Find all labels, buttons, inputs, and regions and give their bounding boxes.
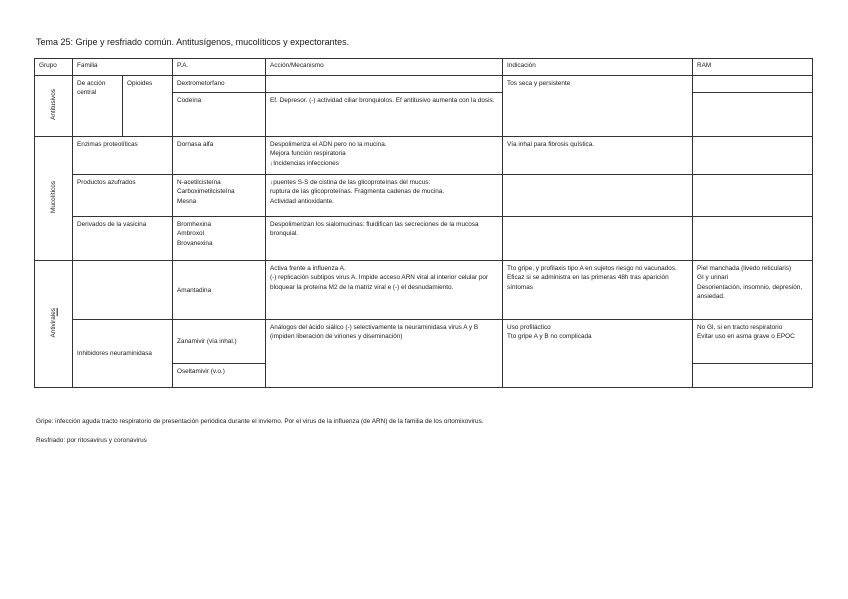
- pa-vasicina: Bromhexina Ambroxol Brovanexina: [173, 217, 266, 261]
- document-title: Tema 25: Gripe y resfriado común. Antitusígenos, mucolíticos y expectorantes.: [36, 37, 350, 47]
- header-familia: Familia: [73, 59, 173, 76]
- ram-vasicina: [693, 217, 813, 261]
- drug-table: [34, 58, 813, 388]
- familia-vasicina: Derivados de la vasicina: [73, 217, 173, 261]
- pa-amantadina: Amantadina: [173, 261, 266, 320]
- familia-opioides: Opioides: [123, 76, 173, 137]
- familia-amantadina: [73, 261, 173, 320]
- familia-enzimas: Enzimas proteolíticas: [73, 137, 173, 175]
- indicacion-azufrados: [503, 175, 693, 217]
- ram-amantadina: Piel manchada (livedo reticularis) GI y urinari Desorientación, insomnio, depresión, ansiedad.: [693, 261, 813, 320]
- ram-dornasa: [693, 137, 813, 175]
- accion-dornasa: Despolimeriza el ADN pero no la mucina. Mejora función respiratoria ↓Incidencias infecciones: [266, 137, 503, 175]
- indicacion-dornasa: Vía inhal para fibrosis quística.: [503, 137, 693, 175]
- table-row: [35, 76, 813, 93]
- header-indicacion: Indicación: [503, 59, 693, 76]
- group-mucoliticos: Mucolíticos: [35, 137, 73, 261]
- footnotes: [36, 417, 484, 456]
- indicacion-vasicina: [503, 217, 693, 261]
- pa-dornasa: Dornasa alfa: [173, 137, 266, 175]
- accion-dextrometorfano: [266, 76, 503, 93]
- ram-azufrados: [693, 175, 813, 217]
- table-row: [35, 320, 813, 364]
- accion-amantadina: Activa frente a influenza A. (-) replicación subtipos virus A. Impide acceso ARN viral al interior celular por bloquear la proteína M2 de la matriz viral e (-) el desnudamiento.: [266, 261, 503, 320]
- indicacion-neuraminidasa: Uso profiláctico Tto gripe A y B no complicada: [503, 320, 693, 388]
- group-antivirales: Antivirales: [35, 261, 73, 388]
- accion-neuraminidasa: Análogos del ácido siálico (-) selectivamente la neuraminidasa virus A y B (impiden liberación de viriones y diseminación): [266, 320, 503, 388]
- table-row: [35, 175, 813, 217]
- table-header-row: [35, 59, 813, 76]
- note-gripe: Gripe: infección aguda tracto respiratorio de presentación periódica durante el invierno. Por el virus de la influenza (de ARN) de la familia de los ortomixovirus.: [36, 418, 484, 425]
- familia-accion-central: De acción central: [73, 76, 123, 137]
- accion-codeina: Ef. Depresor. (-) actividad ciliar bronquiolos. Ef antitusivo aumenta con la dosis.: [266, 93, 503, 137]
- pa-zanamivir: Zanamivir (vía inhal.): [173, 320, 266, 364]
- accion-vasicina: Despolimerizan los sialomucinas: fluidifican las secreciones de la mucosa bronquial.: [266, 217, 503, 261]
- header-accion: Acción/Mecanismo: [266, 59, 503, 76]
- indicacion-amantadina: Tto gripe, y profilaxis tipo A en sujetos riesgo no vacunados. Eficaz si se administra en las primeras 48h tras aparición síntomas: [503, 261, 693, 320]
- ram-codeina: [693, 93, 813, 137]
- table-row: [35, 217, 813, 261]
- header-ram: RAM: [693, 59, 813, 76]
- header-grupo: Grupo: [35, 59, 73, 76]
- indicacion-antitusivos: Tos seca y persistente: [503, 76, 693, 137]
- group-antitusivos: Antitusivos: [35, 76, 73, 137]
- pa-oseltamivir: Oseltamivir (v.o.): [173, 364, 266, 388]
- table-row: [35, 261, 813, 320]
- familia-azufrados: Productos azufrados: [73, 175, 173, 217]
- table-row: [35, 137, 813, 175]
- pa-dextrometorfano: Dextrometorfano: [173, 76, 266, 93]
- ram-oseltamivir: [693, 364, 813, 388]
- accion-azufrados: ↓puentes S-S de cistina de las glicoproteínas del mucus: ruptura de las glicoproteínas. Fragmenta cadenas de mucina. Actividad antioxidante.: [266, 175, 503, 217]
- pa-azufrados: N-acetilcisteína Carboximetilcisteína Mesna: [173, 175, 266, 217]
- familia-neuraminidasa: Inhibidores neuraminidasa: [73, 320, 173, 388]
- ram-dextrometorfano: [693, 76, 813, 93]
- pa-codeina: Codeína: [173, 93, 266, 137]
- header-pa: P.A.: [173, 59, 266, 76]
- note-resfriado: Resfriado: por ritosavirus y coronavirus: [36, 437, 147, 445]
- ram-zanamivir: No GI, si en tracto respiratorio Evitar uso en asma grave o EPOC: [693, 320, 813, 364]
